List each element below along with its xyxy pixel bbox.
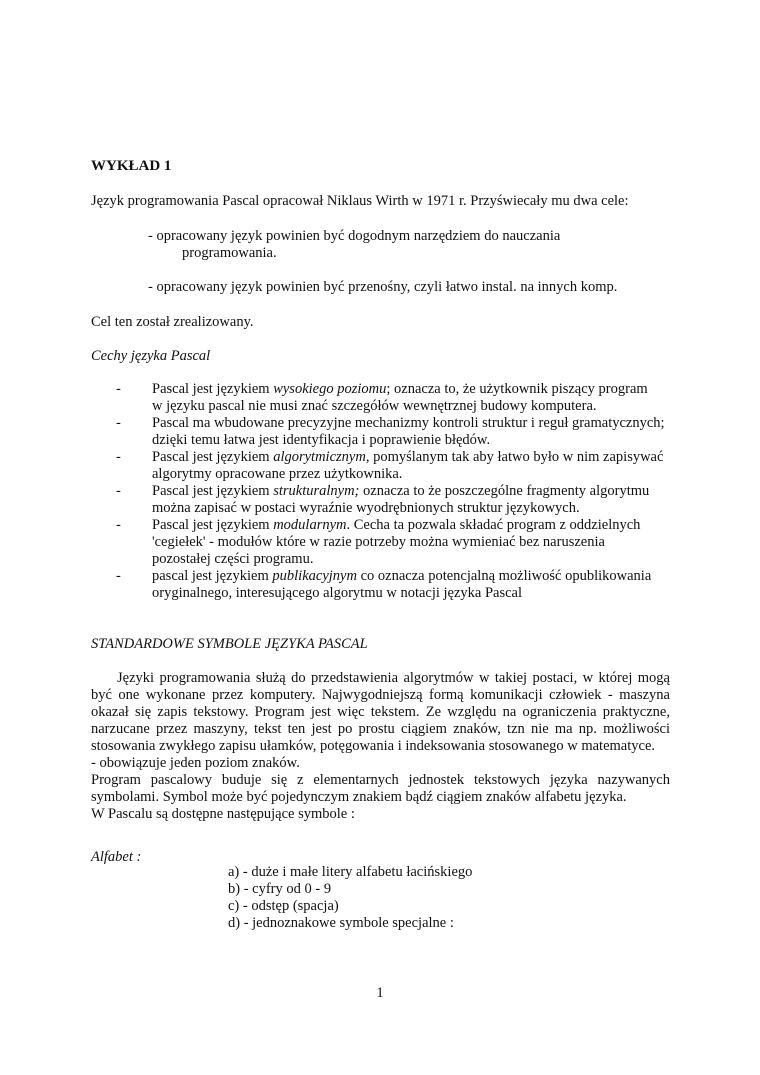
feature-text: pascal jest językiem — [152, 568, 273, 584]
feature-item — [116, 449, 670, 483]
feature-item — [116, 415, 670, 449]
symbols-paragraph — [91, 670, 670, 823]
feature-emphasis: publikacyjnym — [272, 568, 357, 584]
feature-emphasis: strukturalnym; — [273, 483, 360, 499]
alfabet-item: a) - duże i małe litery alfabetu łacińskiego — [228, 864, 473, 880]
feature-text: Pascal jest językiem — [152, 381, 274, 397]
paragraph-text: W Pascalu są dostępne następujące symbole : — [91, 806, 355, 822]
alfabet-item: b) - cyfry od 0 - 9 — [228, 881, 332, 897]
feature-text: ; oznacza to, że użytkownik piszący program — [386, 381, 648, 397]
alfabet-item: d) - jednoznakowe symbole specjalne : — [228, 915, 454, 931]
paragraph-text: - obowiązuje jeden poziom znaków. — [91, 755, 300, 771]
feature-text: dzięki temu łatwa jest identyfikacja i poprawienie błędów. — [152, 432, 491, 448]
feature-text: można zapisać w postaci wyraźnie wyodrębnionych struktur językowych. — [152, 500, 580, 516]
feature-text: co oznacza potencjalną możliwość opublikowania — [356, 568, 652, 584]
alfabet-label: Alfabet : — [91, 849, 142, 865]
lecture-heading: WYKŁAD 1 — [91, 158, 172, 174]
paragraph-text: Języki programowania służą do przedstawienia algorytmów w takiej postaci, w której mogą być one wykonane przez komputery. Najwygodniejszą formą komunikacji człowiek - maszyna okazał się zapis tekstowy. Program jest więc tekstem. Ze względu na ograniczenia praktyczne, narzucane przez maszyny, tekst ten jest po prostu ciągiem znaków, tzn nie ma np. możliwości stosowania zwykłego zapisu ułamków, potęgowania i indeksowania stosowanego w matematyce. — [91, 670, 670, 754]
feature-emphasis: wysokiego poziomu — [273, 381, 387, 397]
feature-text: Pascal jest językiem — [152, 517, 274, 533]
feature-item — [116, 517, 670, 568]
bullet-dash: - — [116, 517, 121, 533]
feature-text: . Cecha ta pozwala składać program z oddzielnych — [346, 517, 641, 533]
feature-text: pozostałej części programu. — [152, 551, 314, 567]
feature-emphasis: modularnym — [273, 517, 347, 533]
feature-text: Pascal ma wbudowane precyzyjne mechanizmy kontroli struktur i reguł gramatycznych; — [152, 415, 665, 431]
feature-text: Pascal jest językiem — [152, 483, 274, 499]
feature-item — [116, 483, 670, 517]
page-number: 1 — [376, 985, 384, 1001]
goal-1-line-1: - opracowany język powinien być dogodnym narzędziem do nauczania — [148, 228, 561, 244]
features-title: Cechy języka Pascal — [91, 348, 211, 364]
bullet-dash: - — [116, 415, 121, 431]
goal-1-line-2: programowania. — [182, 245, 277, 261]
goal-item-2: - opracowany język powinien być przenośny, czyli łatwo instal. na innych komp. — [148, 279, 618, 295]
section-title-standard-symbols: STANDARDOWE SYMBOLE JĘZYKA PASCAL — [91, 636, 368, 652]
feature-text: Pascal jest językiem — [152, 449, 274, 465]
bullet-dash: - — [116, 449, 121, 465]
goal-item-1 — [148, 228, 670, 262]
features-list — [116, 381, 670, 602]
alfabet-list — [228, 864, 472, 932]
intro-paragraph: Język programowania Pascal opracował Niklaus Wirth w 1971 r. Przyświecały mu dwa cele: — [91, 193, 629, 209]
feature-text: algorytmy opracowane przez użytkownika. — [152, 466, 403, 482]
realized-statement: Cel ten został zrealizowany. — [91, 314, 254, 330]
feature-item — [116, 381, 670, 415]
bullet-dash: - — [116, 483, 121, 499]
feature-text: , pomyślanym tak aby łatwo było w nim zapisywać — [365, 449, 664, 465]
feature-text: oryginalnego, interesującego algorytmu w notacji języka Pascal — [152, 585, 523, 601]
paragraph-text: Program pascalowy buduje się z elementarnych jednostek tekstowych języka nazywanych symbolami. Symbol może być pojedynczym znakiem bądź ciągiem znaków alfabetu języka. — [91, 772, 670, 805]
feature-text: 'cegiełek' - modułów które w razie potrzeby można wymieniać bez naruszenia — [152, 534, 605, 550]
feature-item — [116, 568, 670, 602]
alfabet-item: c) - odstęp (spacja) — [228, 898, 339, 914]
feature-text: oznacza to że poszczególne fragmenty algorytmu — [359, 483, 650, 499]
feature-text: w języku pascal nie musi znać szczegółów wewnętrznej budowy komputera. — [152, 398, 597, 414]
bullet-dash: - — [116, 381, 121, 397]
bullet-dash: - — [116, 568, 121, 584]
feature-emphasis: algorytmicznym — [273, 449, 366, 465]
